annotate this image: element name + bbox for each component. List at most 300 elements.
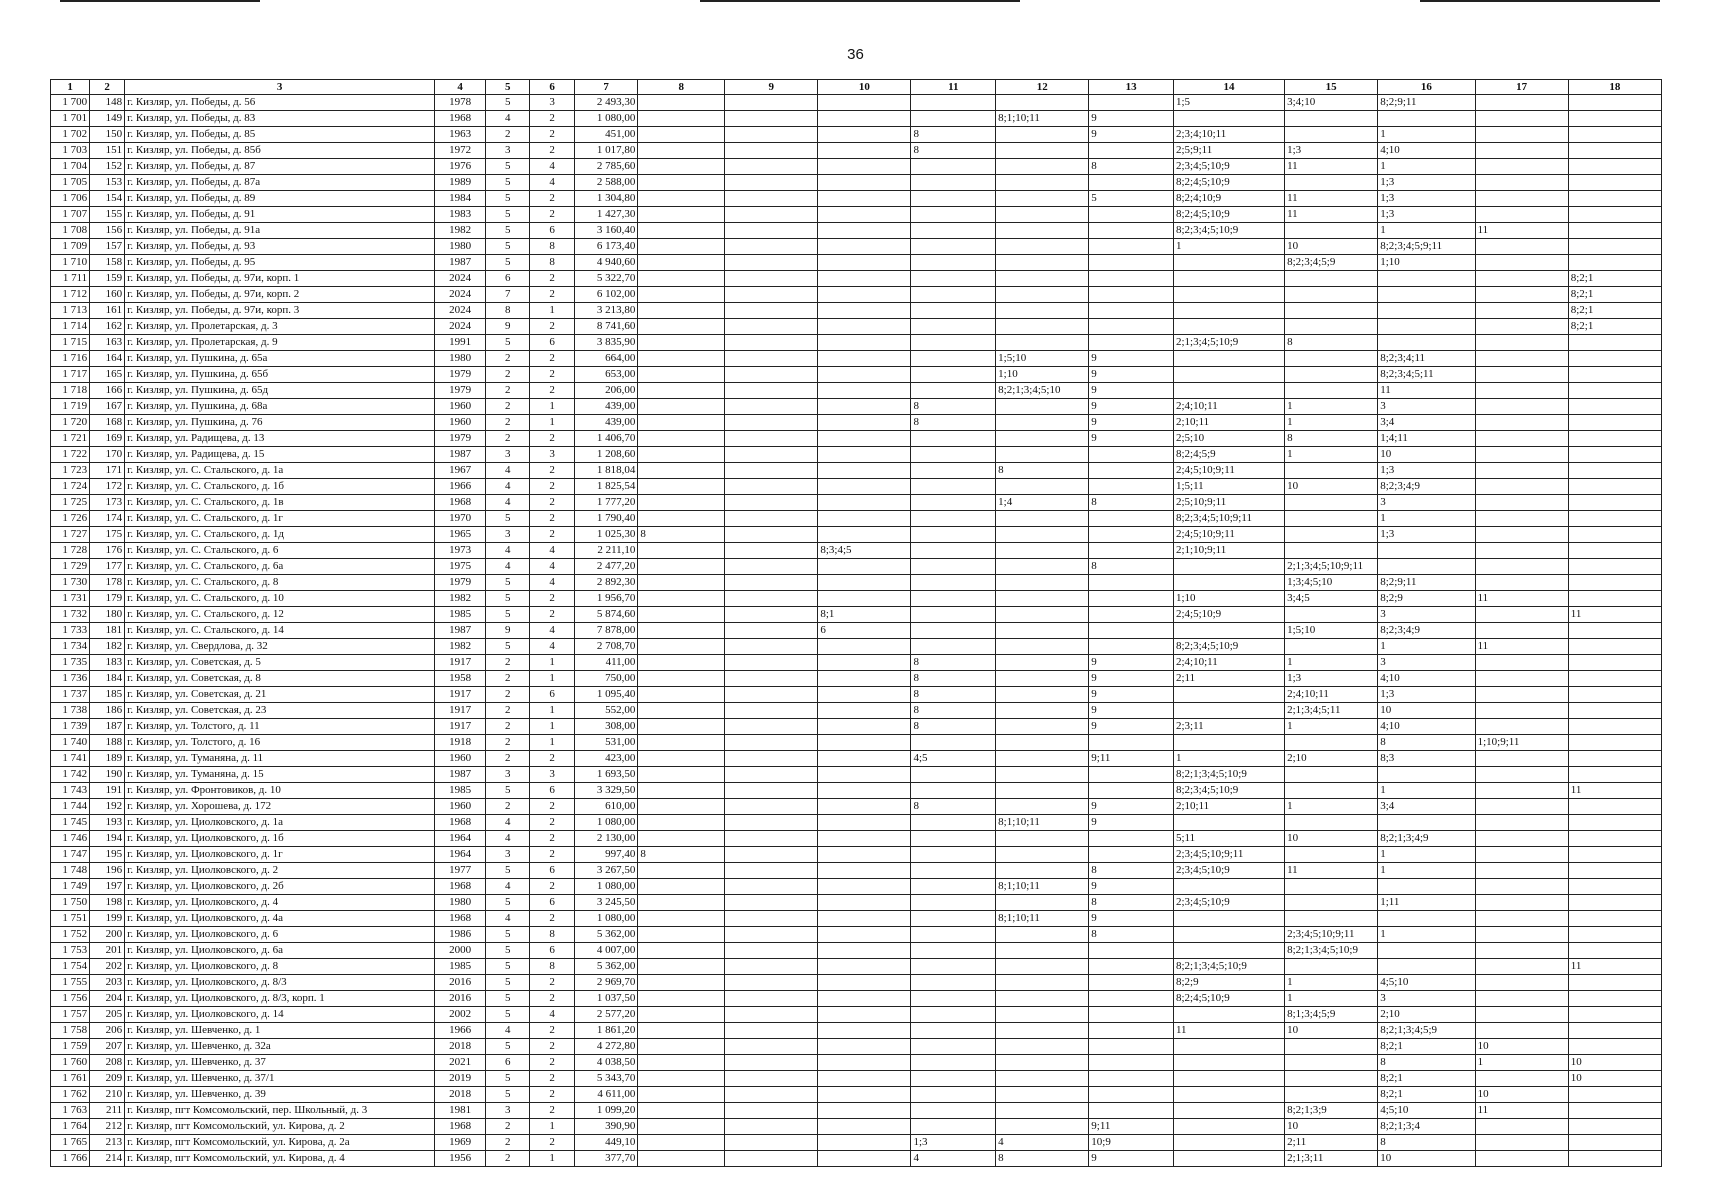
work-code-cell-col8 (638, 479, 725, 495)
work-code-cell-col12 (996, 831, 1089, 847)
entrances-cell: 4 (530, 575, 574, 591)
record-number-cell: 1 727 (51, 527, 90, 543)
table-row (51, 687, 1662, 703)
work-code-cell-col12 (996, 255, 1089, 271)
area-cell: 1 080,00 (574, 111, 638, 127)
area-cell: 531,00 (574, 735, 638, 751)
floors-cell: 5 (486, 591, 530, 607)
work-code-cell-col18 (1568, 911, 1661, 927)
floors-cell: 2 (486, 383, 530, 399)
year-built-cell: 1917 (435, 719, 486, 735)
address-cell: г. Кизляр, ул. Толстого, д. 11 (125, 719, 435, 735)
address-cell: г. Кизляр, ул. Циолковского, д. 8/3 (125, 975, 435, 991)
work-code-cell-col10 (818, 671, 911, 687)
work-code-cell-col11 (911, 255, 996, 271)
table-row (51, 303, 1662, 319)
work-code-cell-col8 (638, 111, 725, 127)
work-code-cell-col17 (1475, 1119, 1568, 1135)
year-built-cell: 2018 (435, 1039, 486, 1055)
record-number-cell: 1 752 (51, 927, 90, 943)
work-code-cell-col12 (996, 1119, 1089, 1135)
ordinal-number-cell: 196 (90, 863, 125, 879)
work-code-cell-col15: 2;1;3;4;5;11 (1285, 703, 1378, 719)
work-code-cell-col18 (1568, 1087, 1661, 1103)
work-code-cell-col18: 8;2;1 (1568, 303, 1661, 319)
work-code-cell-col8 (638, 879, 725, 895)
work-code-cell-col16: 8;2;1 (1378, 1087, 1475, 1103)
work-code-cell-col13: 8 (1089, 495, 1174, 511)
work-code-cell-col8 (638, 351, 725, 367)
entrances-cell: 2 (530, 383, 574, 399)
work-code-cell-col15 (1285, 767, 1378, 783)
entrances-cell: 2 (530, 975, 574, 991)
entrances-cell: 2 (530, 143, 574, 159)
entrances-cell: 2 (530, 495, 574, 511)
work-code-cell-col16: 2;10 (1378, 1007, 1475, 1023)
area-cell: 1 095,40 (574, 687, 638, 703)
table-row (51, 751, 1662, 767)
work-code-cell-col14: 2;11 (1173, 671, 1284, 687)
work-code-cell-col10 (818, 975, 911, 991)
work-code-cell-col12 (996, 303, 1089, 319)
table-row (51, 287, 1662, 303)
work-code-cell-col14: 2;4;10;11 (1173, 399, 1284, 415)
area-cell: 2 211,10 (574, 543, 638, 559)
work-code-cell-col12 (996, 927, 1089, 943)
address-cell: г. Кизляр, пгт Комсомольский, ул. Кирова, д. 2а (125, 1135, 435, 1151)
work-code-cell-col15: 3;4;5 (1285, 591, 1378, 607)
area-cell: 6 173,40 (574, 239, 638, 255)
year-built-cell: 1967 (435, 463, 486, 479)
table-row (51, 815, 1662, 831)
work-code-cell-col9 (725, 895, 818, 911)
work-code-cell-col8 (638, 415, 725, 431)
floors-cell: 5 (486, 207, 530, 223)
address-cell: г. Кизляр, ул. С. Стальского, д. 12 (125, 607, 435, 623)
work-code-cell-col12 (996, 207, 1089, 223)
work-code-cell-col8 (638, 1151, 725, 1167)
area-cell: 3 267,50 (574, 863, 638, 879)
work-code-cell-col14: 2;5;9;11 (1173, 143, 1284, 159)
work-code-cell-col18 (1568, 383, 1661, 399)
work-code-cell-col16: 8;2;9;11 (1378, 575, 1475, 591)
work-code-cell-col11: 8 (911, 655, 996, 671)
table-row (51, 1023, 1662, 1039)
column-header-4: 4 (435, 80, 486, 95)
work-code-cell-col15 (1285, 367, 1378, 383)
area-cell: 997,40 (574, 847, 638, 863)
table-row (51, 671, 1662, 687)
work-code-cell-col11 (911, 575, 996, 591)
work-code-cell-col17: 1 (1475, 1055, 1568, 1071)
work-code-cell-col9 (725, 143, 818, 159)
record-number-cell: 1 703 (51, 143, 90, 159)
work-code-cell-col9 (725, 831, 818, 847)
work-code-cell-col10 (818, 767, 911, 783)
floors-cell: 5 (486, 239, 530, 255)
address-cell: г. Кизляр, ул. Циолковского, д. 8 (125, 959, 435, 975)
entrances-cell: 2 (530, 111, 574, 127)
column-header-15: 15 (1285, 80, 1378, 95)
work-code-cell-col17 (1475, 143, 1568, 159)
work-code-cell-col18 (1568, 671, 1661, 687)
work-code-cell-col11 (911, 223, 996, 239)
work-code-cell-col8 (638, 975, 725, 991)
entrances-cell: 4 (530, 159, 574, 175)
area-cell: 1 208,60 (574, 447, 638, 463)
record-number-cell: 1 766 (51, 1151, 90, 1167)
work-code-cell-col13: 9 (1089, 431, 1174, 447)
ordinal-number-cell: 154 (90, 191, 125, 207)
record-number-cell: 1 748 (51, 863, 90, 879)
area-cell: 1 406,70 (574, 431, 638, 447)
floors-cell: 2 (486, 671, 530, 687)
work-code-cell-col15 (1285, 495, 1378, 511)
entrances-cell: 4 (530, 623, 574, 639)
work-code-cell-col12: 8;1;10;11 (996, 911, 1089, 927)
work-code-cell-col9 (725, 319, 818, 335)
table-row (51, 1135, 1662, 1151)
record-number-cell: 1 726 (51, 511, 90, 527)
work-code-cell-col8 (638, 143, 725, 159)
work-code-cell-col12 (996, 1039, 1089, 1055)
address-cell: г. Кизляр, ул. Победы, д. 97и, корп. 3 (125, 303, 435, 319)
work-code-cell-col14: 1;5;11 (1173, 479, 1284, 495)
year-built-cell: 2016 (435, 975, 486, 991)
work-code-cell-col10 (818, 1151, 911, 1167)
work-code-cell-col18 (1568, 127, 1661, 143)
work-code-cell-col10 (818, 751, 911, 767)
address-cell: г. Кизляр, ул. С. Стальского, д. 1а (125, 463, 435, 479)
table-row (51, 1071, 1662, 1087)
work-code-cell-col10 (818, 655, 911, 671)
year-built-cell: 2019 (435, 1071, 486, 1087)
work-code-cell-col9 (725, 1119, 818, 1135)
work-code-cell-col11 (911, 863, 996, 879)
work-code-cell-col13: 9 (1089, 655, 1174, 671)
area-cell: 1 427,30 (574, 207, 638, 223)
ordinal-number-cell: 152 (90, 159, 125, 175)
work-code-cell-col8 (638, 463, 725, 479)
work-code-cell-col14: 2;4;5;10;9 (1173, 607, 1284, 623)
entrances-cell: 2 (530, 367, 574, 383)
work-code-cell-col17 (1475, 367, 1568, 383)
year-built-cell: 1984 (435, 191, 486, 207)
work-code-cell-col12 (996, 639, 1089, 655)
work-code-cell-col15 (1285, 911, 1378, 927)
work-code-cell-col16: 3 (1378, 495, 1475, 511)
work-code-cell-col8 (638, 623, 725, 639)
record-number-cell: 1 725 (51, 495, 90, 511)
work-code-cell-col16 (1378, 111, 1475, 127)
work-code-cell-col18 (1568, 991, 1661, 1007)
work-code-cell-col16: 3;4 (1378, 415, 1475, 431)
area-cell: 411,00 (574, 655, 638, 671)
work-code-cell-col10 (818, 207, 911, 223)
floors-cell: 9 (486, 319, 530, 335)
work-code-cell-col14: 8;2;4;5;9 (1173, 447, 1284, 463)
work-code-cell-col11: 8 (911, 703, 996, 719)
work-code-cell-col14 (1173, 1007, 1284, 1023)
work-code-cell-col10 (818, 879, 911, 895)
work-code-cell-col16: 4;10 (1378, 143, 1475, 159)
entrances-cell: 2 (530, 511, 574, 527)
record-number-cell: 1 728 (51, 543, 90, 559)
area-cell: 2 577,20 (574, 1007, 638, 1023)
work-code-cell-col15 (1285, 959, 1378, 975)
table-row (51, 383, 1662, 399)
table-row (51, 399, 1662, 415)
work-code-cell-col10 (818, 159, 911, 175)
ordinal-number-cell: 203 (90, 975, 125, 991)
work-code-cell-col9 (725, 655, 818, 671)
work-code-cell-col9 (725, 911, 818, 927)
record-number-cell: 1 736 (51, 671, 90, 687)
work-code-cell-col9 (725, 431, 818, 447)
address-cell: г. Кизляр, ул. Циолковского, д. 14 (125, 1007, 435, 1023)
table-row (51, 959, 1662, 975)
ordinal-number-cell: 162 (90, 319, 125, 335)
record-number-cell: 1 741 (51, 751, 90, 767)
work-code-cell-col18 (1568, 1039, 1661, 1055)
table-row (51, 543, 1662, 559)
area-cell: 4 272,80 (574, 1039, 638, 1055)
floors-cell: 5 (486, 1087, 530, 1103)
work-code-cell-col17 (1475, 415, 1568, 431)
table-row (51, 943, 1662, 959)
work-code-cell-col18 (1568, 175, 1661, 191)
table-row (51, 1087, 1662, 1103)
work-code-cell-col16: 1 (1378, 159, 1475, 175)
column-header-7: 7 (574, 80, 638, 95)
work-code-cell-col15: 1 (1285, 655, 1378, 671)
year-built-cell: 1963 (435, 127, 486, 143)
year-built-cell: 2024 (435, 319, 486, 335)
entrances-cell: 2 (530, 607, 574, 623)
record-number-cell: 1 760 (51, 1055, 90, 1071)
address-cell: г. Кизляр, ул. Пушкина, д. 65д (125, 383, 435, 399)
table-row (51, 111, 1662, 127)
work-code-cell-col14 (1173, 1103, 1284, 1119)
work-code-cell-col12 (996, 655, 1089, 671)
work-code-cell-col15: 8 (1285, 335, 1378, 351)
work-code-cell-col16: 1 (1378, 223, 1475, 239)
work-code-cell-col15 (1285, 271, 1378, 287)
work-code-cell-col10 (818, 127, 911, 143)
work-code-cell-col10 (818, 1055, 911, 1071)
work-code-cell-col10 (818, 239, 911, 255)
ordinal-number-cell: 167 (90, 399, 125, 415)
ordinal-number-cell: 191 (90, 783, 125, 799)
work-code-cell-col15: 1 (1285, 991, 1378, 1007)
work-code-cell-col18 (1568, 1103, 1661, 1119)
work-code-cell-col10 (818, 495, 911, 511)
work-code-cell-col14 (1173, 1055, 1284, 1071)
work-code-cell-col12 (996, 1055, 1089, 1071)
work-code-cell-col14: 2;1;3;4;5;10;9 (1173, 335, 1284, 351)
work-code-cell-col17: 10 (1475, 1039, 1568, 1055)
work-code-cell-col17 (1475, 351, 1568, 367)
work-code-cell-col14 (1173, 879, 1284, 895)
ordinal-number-cell: 208 (90, 1055, 125, 1071)
work-code-cell-col11 (911, 175, 996, 191)
year-built-cell: 1960 (435, 399, 486, 415)
ordinal-number-cell: 185 (90, 687, 125, 703)
work-code-cell-col15: 10 (1285, 1119, 1378, 1135)
entrances-cell: 1 (530, 1119, 574, 1135)
work-code-cell-col13 (1089, 239, 1174, 255)
work-code-cell-col13 (1089, 1039, 1174, 1055)
work-code-cell-col18 (1568, 1023, 1661, 1039)
year-built-cell: 1968 (435, 111, 486, 127)
work-code-cell-col10 (818, 511, 911, 527)
address-cell: г. Кизляр, ул. Циолковского, д. 6а (125, 943, 435, 959)
area-cell: 4 038,50 (574, 1055, 638, 1071)
record-number-cell: 1 707 (51, 207, 90, 223)
work-code-cell-col18 (1568, 767, 1661, 783)
work-code-cell-col11: 8 (911, 399, 996, 415)
work-code-cell-col18: 8;2;1 (1568, 271, 1661, 287)
entrances-cell: 6 (530, 895, 574, 911)
work-code-cell-col13: 9;11 (1089, 1119, 1174, 1135)
work-code-cell-col14 (1173, 367, 1284, 383)
work-code-cell-col10 (818, 431, 911, 447)
work-code-cell-col8 (638, 783, 725, 799)
ordinal-number-cell: 165 (90, 367, 125, 383)
work-code-cell-col8 (638, 911, 725, 927)
year-built-cell: 1968 (435, 1119, 486, 1135)
entrances-cell: 1 (530, 703, 574, 719)
work-code-cell-col18 (1568, 863, 1661, 879)
work-code-cell-col8 (638, 447, 725, 463)
area-cell: 1 080,00 (574, 815, 638, 831)
table-row (51, 511, 1662, 527)
work-code-cell-col12 (996, 479, 1089, 495)
work-code-cell-col15 (1285, 1087, 1378, 1103)
work-code-cell-col11: 8 (911, 415, 996, 431)
work-code-cell-col13 (1089, 271, 1174, 287)
table-row (51, 1119, 1662, 1135)
entrances-cell: 6 (530, 943, 574, 959)
record-number-cell: 1 712 (51, 287, 90, 303)
work-code-cell-col17 (1475, 927, 1568, 943)
work-code-cell-col9 (725, 191, 818, 207)
work-code-cell-col15: 1;3 (1285, 143, 1378, 159)
year-built-cell: 1975 (435, 559, 486, 575)
work-code-cell-col10 (818, 943, 911, 959)
work-code-cell-col16: 8;2;1 (1378, 1071, 1475, 1087)
table-row (51, 271, 1662, 287)
work-code-cell-col18: 8;2;1 (1568, 287, 1661, 303)
work-code-cell-col11 (911, 639, 996, 655)
address-cell: г. Кизляр, ул. Циолковского, д. 4 (125, 895, 435, 911)
area-cell: 1 777,20 (574, 495, 638, 511)
work-code-cell-col18 (1568, 95, 1661, 111)
ordinal-number-cell: 177 (90, 559, 125, 575)
year-built-cell: 1966 (435, 479, 486, 495)
work-code-cell-col14: 2;4;5;10;9;11 (1173, 527, 1284, 543)
year-built-cell: 1960 (435, 415, 486, 431)
floors-cell: 4 (486, 559, 530, 575)
work-code-cell-col17 (1475, 399, 1568, 415)
work-code-cell-col8 (638, 1119, 725, 1135)
year-built-cell: 1979 (435, 431, 486, 447)
work-code-cell-col10 (818, 175, 911, 191)
work-code-cell-col13 (1089, 95, 1174, 111)
work-code-cell-col12 (996, 239, 1089, 255)
work-code-cell-col8 (638, 175, 725, 191)
work-code-cell-col16 (1378, 815, 1475, 831)
work-code-cell-col12 (996, 223, 1089, 239)
column-header-1: 1 (51, 80, 90, 95)
record-number-cell: 1 704 (51, 159, 90, 175)
record-number-cell: 1 738 (51, 703, 90, 719)
work-code-cell-col9 (725, 671, 818, 687)
work-code-cell-col10 (818, 895, 911, 911)
work-code-cell-col16 (1378, 959, 1475, 975)
work-code-cell-col9 (725, 1087, 818, 1103)
table-row (51, 191, 1662, 207)
area-cell: 423,00 (574, 751, 638, 767)
work-code-cell-col10 (818, 911, 911, 927)
column-header-10: 10 (818, 80, 911, 95)
work-code-cell-col14 (1173, 703, 1284, 719)
work-code-cell-col16 (1378, 271, 1475, 287)
table-row (51, 1039, 1662, 1055)
work-code-cell-col9 (725, 287, 818, 303)
floors-cell: 4 (486, 815, 530, 831)
work-code-cell-col10 (818, 783, 911, 799)
work-code-cell-col14 (1173, 623, 1284, 639)
record-number-cell: 1 716 (51, 351, 90, 367)
record-number-cell: 1 709 (51, 239, 90, 255)
ordinal-number-cell: 161 (90, 303, 125, 319)
work-code-cell-col18 (1568, 191, 1661, 207)
floors-cell: 2 (486, 351, 530, 367)
work-code-cell-col17 (1475, 383, 1568, 399)
work-code-cell-col15 (1285, 511, 1378, 527)
address-cell: г. Кизляр, пгт Комсомольский, ул. Кирова, д. 2 (125, 1119, 435, 1135)
work-code-cell-col9 (725, 607, 818, 623)
work-code-cell-col14 (1173, 255, 1284, 271)
work-code-cell-col11: 8 (911, 671, 996, 687)
work-code-cell-col13: 9 (1089, 351, 1174, 367)
work-code-cell-col18 (1568, 639, 1661, 655)
work-code-cell-col10 (818, 1135, 911, 1151)
work-code-cell-col15: 2;1;3;11 (1285, 1151, 1378, 1167)
work-code-cell-col17 (1475, 895, 1568, 911)
table-row (51, 95, 1662, 111)
ordinal-number-cell: 180 (90, 607, 125, 623)
top-rule (60, 0, 260, 2)
work-code-cell-col18 (1568, 847, 1661, 863)
work-code-cell-col11 (911, 431, 996, 447)
area-cell: 3 835,90 (574, 335, 638, 351)
record-number-cell: 1 749 (51, 879, 90, 895)
entrances-cell: 1 (530, 303, 574, 319)
work-code-cell-col11 (911, 159, 996, 175)
ordinal-number-cell: 202 (90, 959, 125, 975)
work-code-cell-col13 (1089, 1103, 1174, 1119)
floors-cell: 3 (486, 527, 530, 543)
floors-cell: 5 (486, 975, 530, 991)
column-header-5: 5 (486, 80, 530, 95)
work-code-cell-col12 (996, 767, 1089, 783)
year-built-cell: 1964 (435, 847, 486, 863)
work-code-cell-col8 (638, 863, 725, 879)
work-code-cell-col11 (911, 303, 996, 319)
work-code-cell-col14: 2;5;10 (1173, 431, 1284, 447)
